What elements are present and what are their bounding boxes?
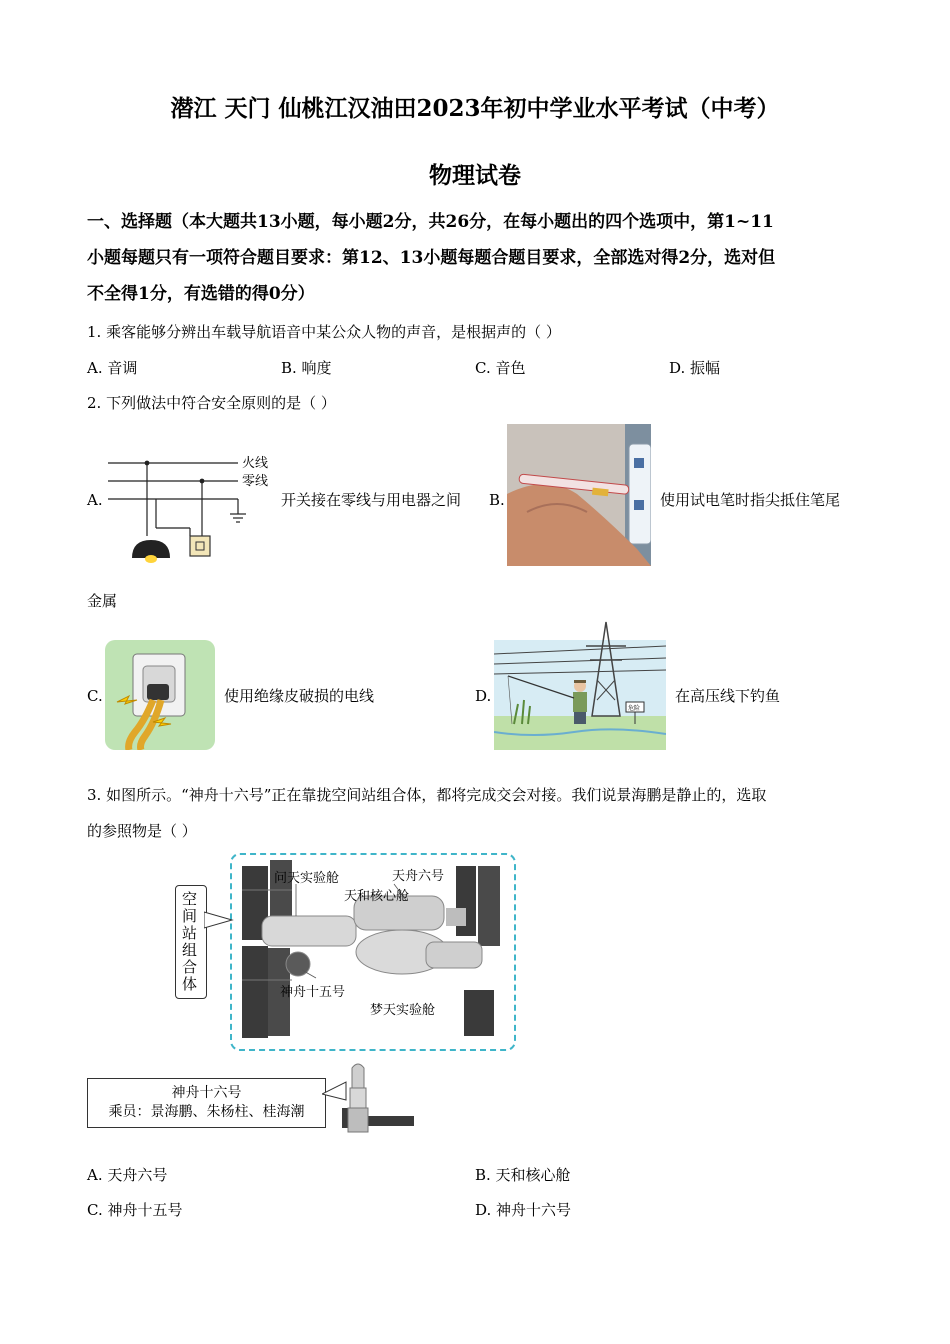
question-1-option-b: B. 响度 <box>281 359 332 377</box>
question-1-option-a: A. 音调 <box>87 359 138 377</box>
section-heading-line-1: 一、选择题（本大题共13小题，每小题2分，共26分，在每小题出的四个选项中，第1~11 <box>87 212 774 232</box>
station-vertical-label: 空间站组合体 <box>182 890 198 993</box>
mengtian-module-label: 梦天实验舱 <box>370 1003 436 1018</box>
question-2-option-c-label: C. <box>87 687 103 705</box>
section-heading-line-3: 不全得1分，有选错的得0分） <box>87 284 315 304</box>
shenzhou16-caption-line-2: 乘员：景海鹏、朱杨柱、桂海潮 <box>108 1104 305 1120</box>
space-station-image <box>236 860 506 1042</box>
question-2-option-d-label: D. <box>475 687 492 705</box>
question-2-option-b-text: 使用试电笔时指尖抵住笔尾 <box>660 491 841 509</box>
question-3-option-a: A. 天舟六号 <box>87 1166 168 1184</box>
question-2-option-a-text: 开关接在零线与用电器之间 <box>281 491 462 509</box>
question-3-option-b: B. 天和核心舱 <box>475 1166 571 1184</box>
question-2-stem: 2. 下列做法中符合安全原则的是（ ） <box>87 394 336 412</box>
question-2-option-c-text: 使用绝缘皮破损的电线 <box>224 687 375 705</box>
live-wire-label: 火线 <box>242 456 269 471</box>
shenzhou15-label: 神舟十五号 <box>280 985 346 1000</box>
question-1-option-c: C. 音色 <box>475 359 526 377</box>
question-1-option-d: D. 振幅 <box>669 359 721 377</box>
neutral-wire-label: 零线 <box>242 474 269 489</box>
danger-sign-text: 危险 <box>628 705 641 712</box>
question-2-option-a-label: A. <box>87 491 103 509</box>
question-2-option-b-text-continued: 金属 <box>87 592 118 610</box>
exam-subtitle: 物理试卷 <box>429 162 521 189</box>
power-line-fishing-illustration <box>494 620 666 750</box>
question-3-stem-line-1: 3. 如图所示。“神舟十六号”正在靠拢空间站组合体，都将完成交会对接。我们说景海鹏是静止的，选取 <box>87 786 767 804</box>
question-2-option-b-label: B. <box>489 491 505 509</box>
station-label-pointer <box>204 910 234 930</box>
question-3-option-c: C. 神舟十五号 <box>87 1201 183 1219</box>
tianzhou-label: 天舟六号 <box>392 869 445 884</box>
wentian-module-label: 问天实验舱 <box>274 871 340 886</box>
question-1-stem: 1. 乘客能够分辨出车载导航语音中某公众人物的声音，是根据声的（ ） <box>87 323 561 341</box>
question-2-option-d-text: 在高压线下钓鱼 <box>675 687 781 705</box>
shenzhou16-caption-line-1: 神舟十六号 <box>171 1085 242 1101</box>
exam-title: 潜江 天门 仙桃江汉油田2023年初中学业水平考试（中考） <box>170 95 780 122</box>
circuit-diagram <box>104 448 274 570</box>
tianhe-module-label: 天和核心舱 <box>344 889 410 904</box>
damaged-wire-illustration <box>105 640 215 750</box>
shenzhou16-spacecraft-image <box>322 1060 416 1136</box>
question-3-stem-line-2: 的参照物是（ ） <box>87 822 197 840</box>
section-heading-line-2: 小题每题只有一项符合题目要求：第12、13小题每题合题目要求，全部选对得2分，选对但 <box>87 248 776 268</box>
question-3-option-d: D. 神舟十六号 <box>475 1201 572 1219</box>
test-pen-photo <box>507 424 651 566</box>
